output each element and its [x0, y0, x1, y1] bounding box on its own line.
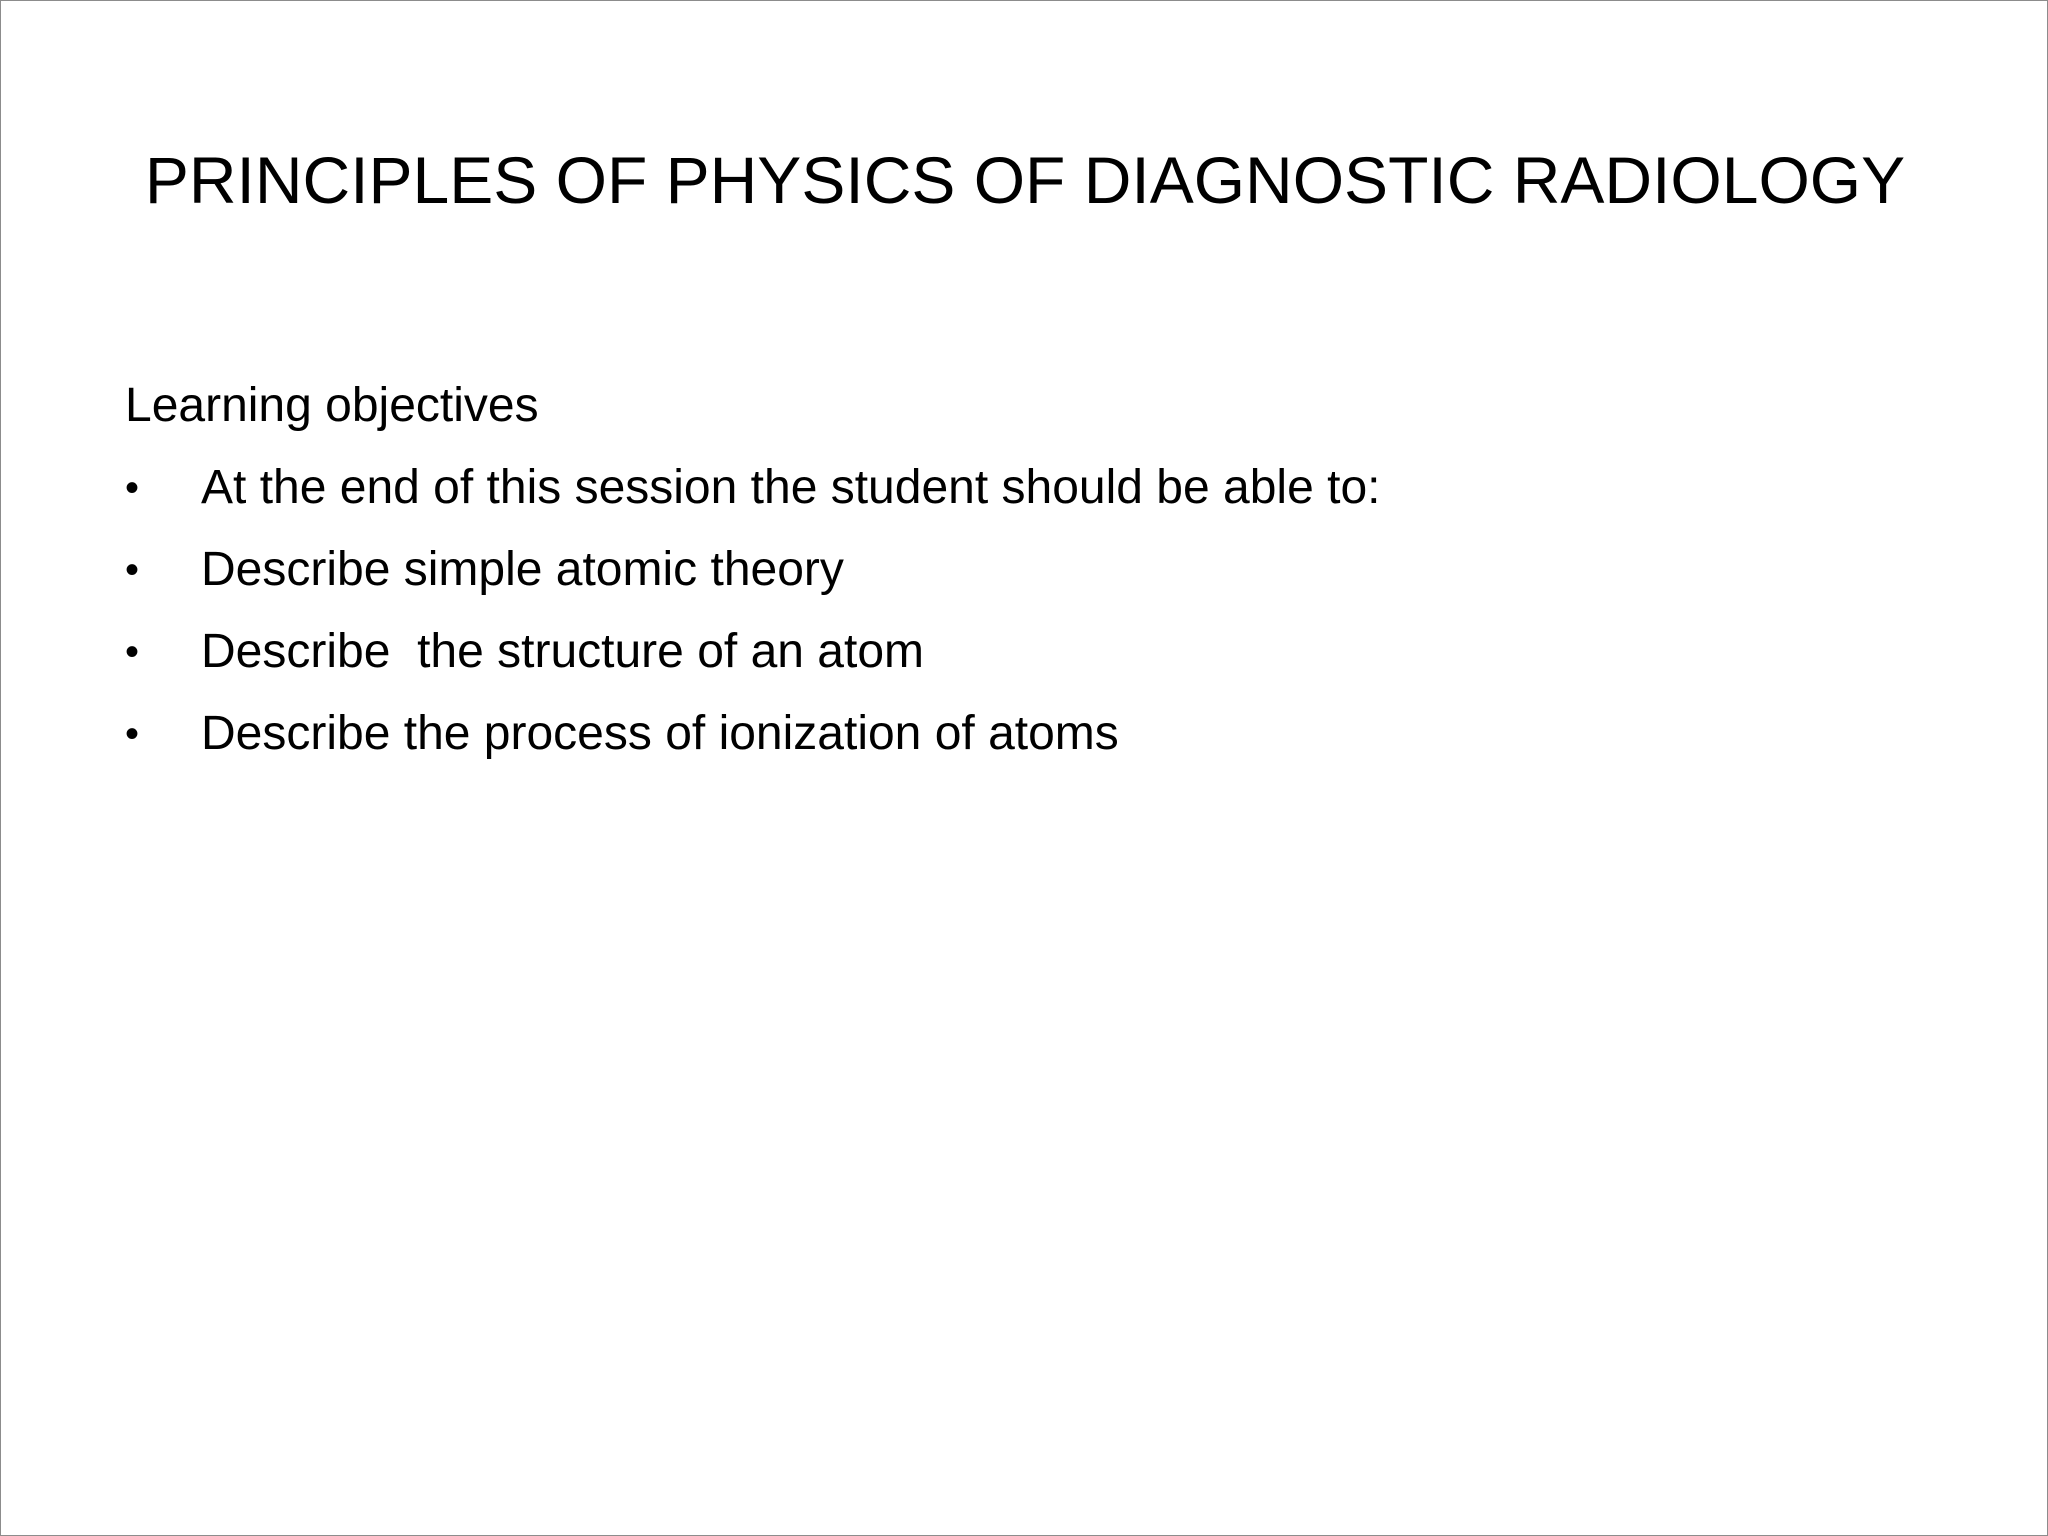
list-item-text: Describe the structure of an atom: [201, 625, 924, 678]
slide-content: [125, 373, 1925, 783]
list-item-text: At the end of this session the student should be able to:: [201, 461, 1381, 514]
section-heading: Learning objectives: [125, 379, 539, 432]
bullet-icon: •: [125, 466, 140, 510]
bullet-icon: •: [125, 712, 140, 756]
objectives-list: [125, 455, 1925, 767]
bullet-icon: •: [125, 548, 140, 592]
list-item: [125, 537, 1925, 603]
list-item: [125, 455, 1925, 521]
bullet-icon: •: [125, 630, 140, 674]
list-item-text: Describe the process of ionization of atoms: [201, 707, 1119, 760]
slide-title: PRINCIPLES OF PHYSICS OF DIAGNOSTIC RADIOLOGY: [144, 143, 1906, 217]
list-item: [125, 701, 1925, 767]
list-item-text: Describe simple atomic theory: [201, 543, 844, 596]
list-item: [125, 619, 1925, 685]
